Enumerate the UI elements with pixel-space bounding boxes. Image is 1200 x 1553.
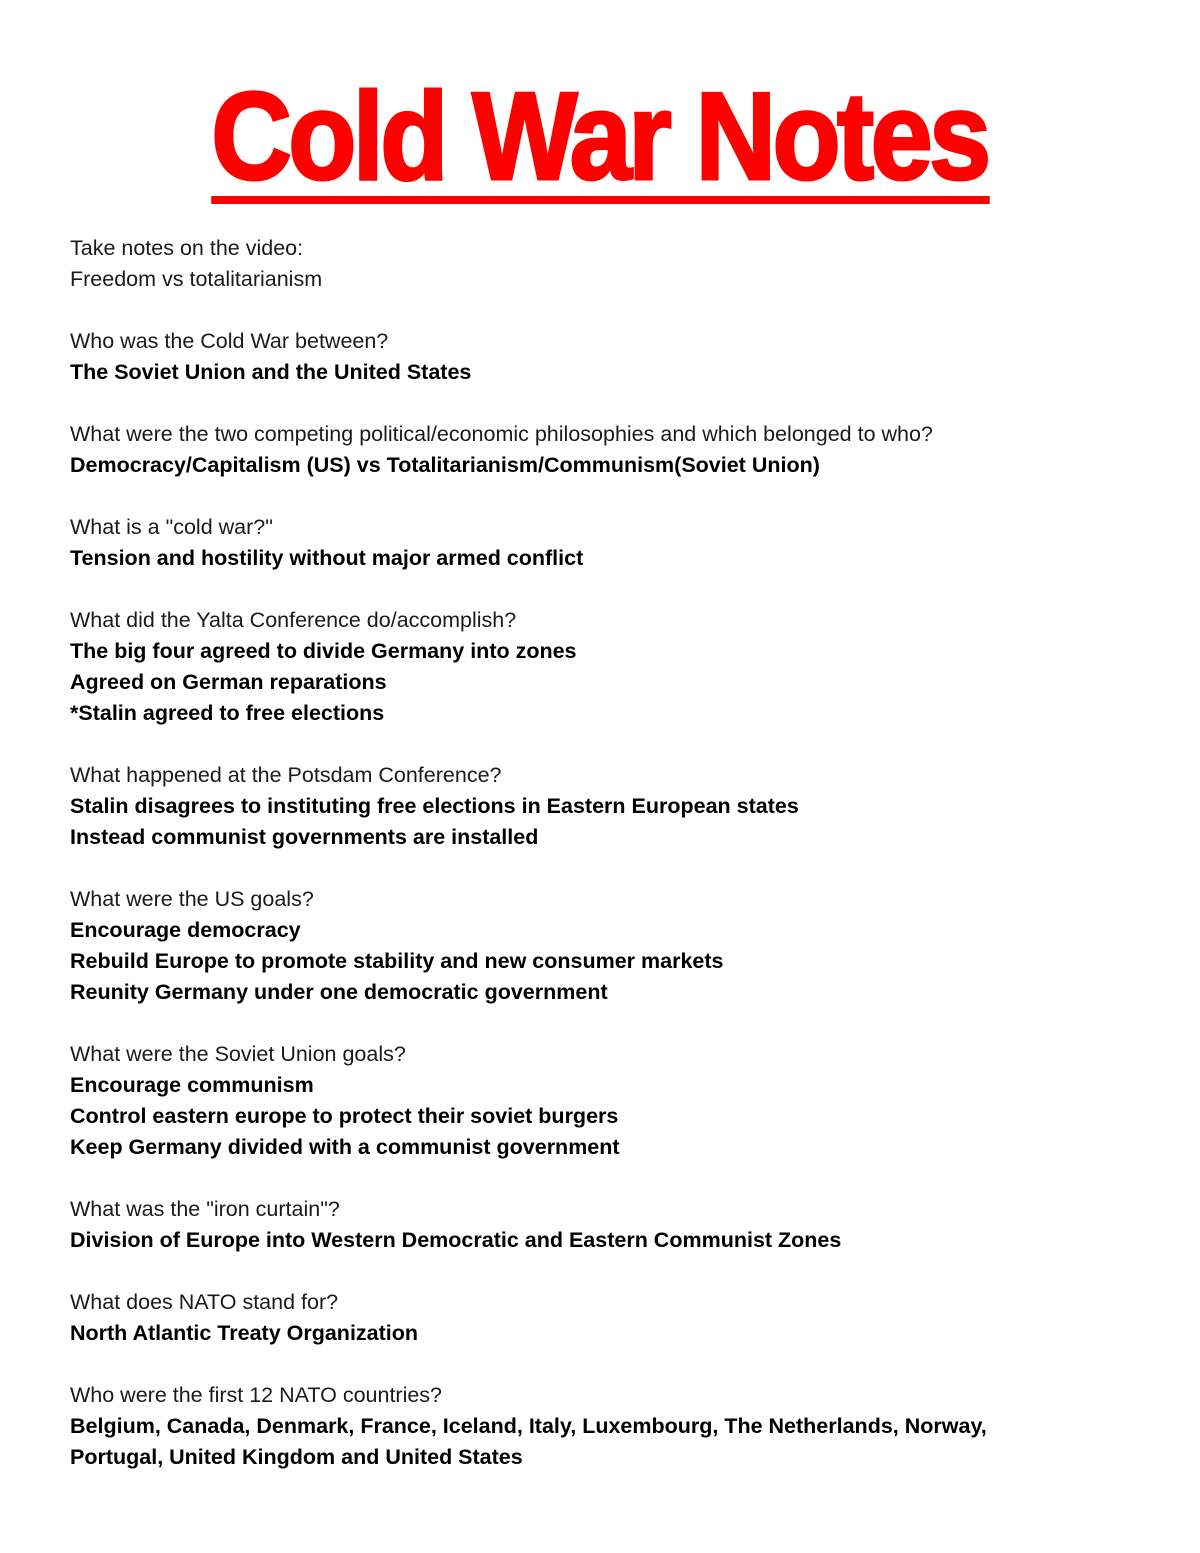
intro-line-2: Freedom vs totalitarianism [70, 267, 323, 291]
spacer [70, 1008, 1150, 1039]
question-2: What were the two competing political/economic philosophies and which belonged to who? [70, 422, 933, 446]
question-8: What was the "iron curtain"? [70, 1197, 340, 1221]
spacer [70, 1256, 1150, 1287]
answer-1-line-1: The Soviet Union and the United States [70, 360, 472, 384]
answer-9-line-1: North Atlantic Treaty Organization [70, 1321, 419, 1345]
question-5: What happened at the Potsdam Conference? [70, 763, 502, 787]
answer-7-line-2: Control eastern europe to protect their soviet burgers [70, 1104, 619, 1128]
answer-7-line-1: Encourage communism [70, 1073, 314, 1097]
answer-3-line-1: Tension and hostility without major armed conflict [70, 546, 584, 570]
spacer [70, 574, 1150, 605]
answer-5-line-1: Stalin disagrees to instituting free elections in Eastern European states [70, 794, 799, 818]
answer-10-line-2: Portugal, United Kingdom and United States [70, 1445, 523, 1469]
question-6: What were the US goals? [70, 887, 314, 911]
title-container [0, 68, 1200, 206]
page-title: Cold War Notes [210, 68, 988, 206]
answer-4-line-3: *Stalin agreed to free elections [70, 701, 385, 725]
spacer [70, 388, 1150, 419]
answer-4-line-1: The big four agreed to divide Germany into zones [70, 639, 577, 663]
answer-4-line-2: Agreed on German reparations [70, 670, 387, 694]
answer-6-line-2: Rebuild Europe to promote stability and new consumer markets [70, 949, 724, 973]
answer-5-line-2: Instead communist governments are installed [70, 825, 539, 849]
intro-line-1: Take notes on the video: [70, 236, 304, 260]
question-7: What were the Soviet Union goals? [70, 1042, 406, 1066]
spacer [70, 729, 1150, 760]
answer-6-line-3: Reunity Germany under one democratic government [70, 980, 608, 1004]
answer-8-line-1: Division of Europe into Western Democratic and Eastern Communist Zones [70, 1228, 842, 1252]
question-1: Who was the Cold War between? [70, 329, 389, 353]
question-9: What does NATO stand for? [70, 1290, 339, 1314]
question-4: What did the Yalta Conference do/accomplish? [70, 608, 517, 632]
spacer [70, 1163, 1150, 1194]
answer-6-line-1: Encourage democracy [70, 918, 301, 942]
spacer [70, 481, 1150, 512]
question-10: Who were the first 12 NATO countries? [70, 1383, 443, 1407]
spacer [70, 1349, 1150, 1380]
answer-10-line-1: Belgium, Canada, Denmark, France, Iceland, Italy, Luxembourg, The Netherlands, Norway, [70, 1414, 987, 1438]
answer-2-line-1: Democracy/Capitalism (US) vs Totalitarianism/Communism(Soviet Union) [70, 453, 820, 477]
notes-body [70, 233, 1150, 1473]
question-3: What is a "cold war?" [70, 515, 273, 539]
answer-7-line-3: Keep Germany divided with a communist government [70, 1135, 620, 1159]
spacer [70, 295, 1150, 326]
spacer [70, 853, 1150, 884]
